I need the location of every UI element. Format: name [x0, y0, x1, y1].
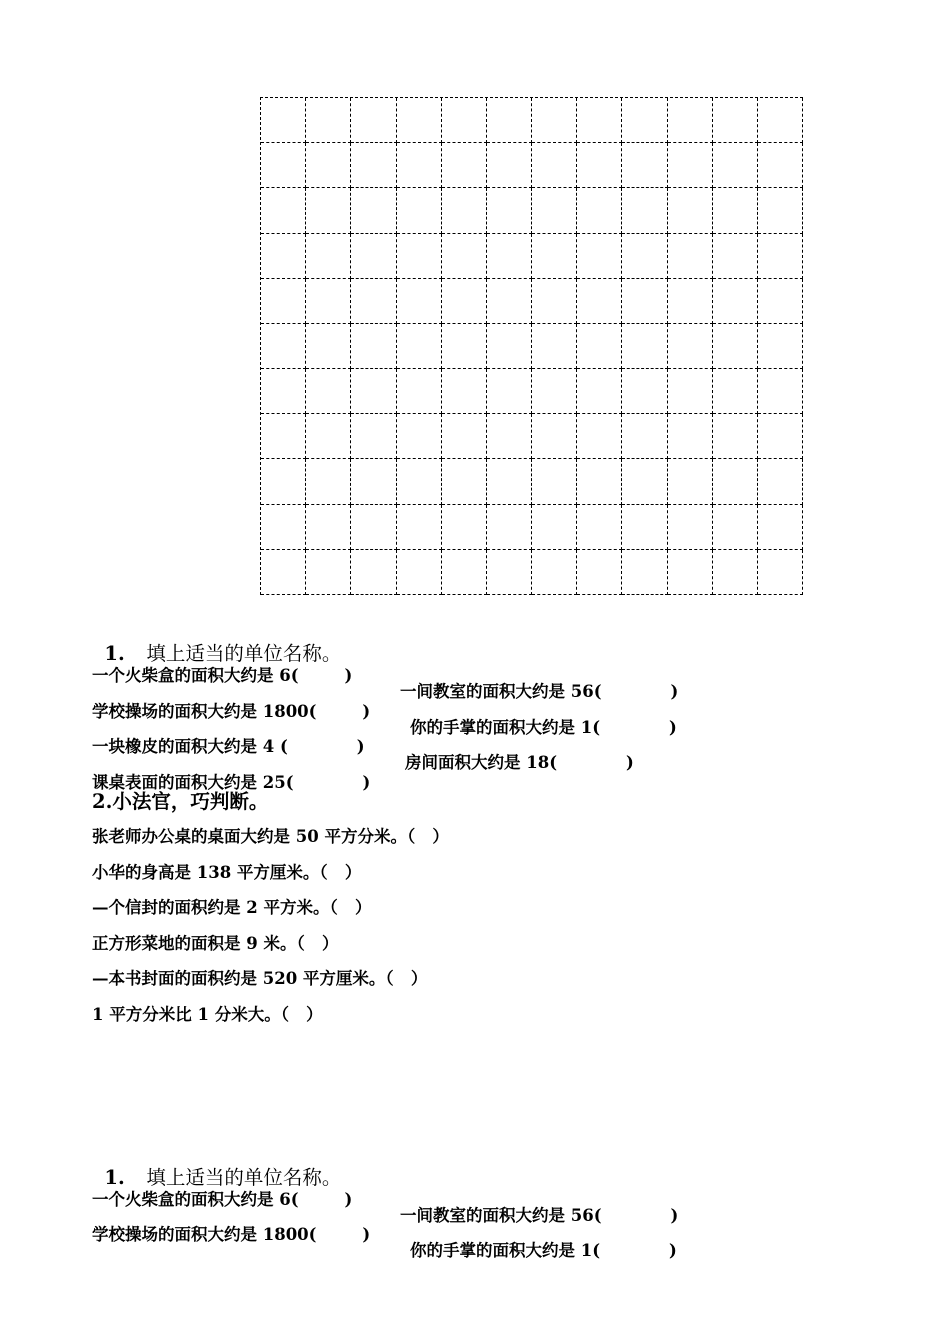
grid-cell	[442, 188, 487, 233]
grid-cell	[397, 234, 442, 279]
fill-item: 一个火柴盒的面积大约是 6( )	[92, 665, 353, 685]
grid-cell	[758, 369, 803, 414]
fill-item: 一间教室的面积大约是 56( )	[400, 682, 679, 701]
grid-cell	[758, 550, 803, 595]
judge-item-3: —个信封的面积约是 2 平方米。（ ）	[92, 898, 372, 917]
grid-cell	[351, 279, 396, 324]
grid-cell	[442, 369, 487, 414]
grid-cell	[261, 550, 306, 595]
grid-cell	[442, 279, 487, 324]
grid-cell	[532, 188, 577, 233]
grid-cell	[487, 98, 532, 143]
grid-cell	[487, 279, 532, 324]
judge-item-2: 小华的身高是 138 平方厘米。（ ）	[92, 863, 362, 882]
grid-cell	[487, 505, 532, 550]
grid-cell	[577, 550, 622, 595]
grid-cell	[487, 550, 532, 595]
grid-cell	[713, 143, 758, 188]
grid-cell	[261, 188, 306, 233]
grid-cell	[306, 188, 351, 233]
grid-cell	[306, 369, 351, 414]
grid-cell	[622, 188, 667, 233]
grid-cell	[442, 324, 487, 369]
grid-cell	[306, 459, 351, 504]
grid-cell	[668, 143, 713, 188]
grid-cell	[351, 459, 396, 504]
fill-item: 你的手掌的面积大约是 1( )	[410, 1241, 677, 1260]
grid-cell	[397, 550, 442, 595]
grid-cell	[532, 550, 577, 595]
grid-cell	[261, 98, 306, 143]
grid-cell	[668, 188, 713, 233]
grid-cell	[351, 324, 396, 369]
grid-cell	[261, 369, 306, 414]
grid-cell	[622, 459, 667, 504]
grid-cell	[442, 550, 487, 595]
grid-cell	[351, 188, 396, 233]
grid-cell	[261, 414, 306, 459]
grid-cell	[442, 505, 487, 550]
grid-cell	[397, 279, 442, 324]
grid-cell	[758, 279, 803, 324]
judge-item-4: 正方形菜地的面积是 9 米。（ ）	[92, 934, 339, 953]
grid-cell	[758, 459, 803, 504]
grid-cell	[261, 279, 306, 324]
grid-cell	[758, 98, 803, 143]
grid-cell	[622, 550, 667, 595]
fill-item: 你的手掌的面积大约是 1( )	[410, 718, 677, 737]
grid-cell	[668, 414, 713, 459]
fill-item: 一块橡皮的面积大约是 4 ( )	[92, 736, 365, 756]
grid-cell	[713, 234, 758, 279]
grid-cell	[532, 414, 577, 459]
grid-cell	[397, 369, 442, 414]
judge-item-6: 1 平方分米比 1 分米大。（ ）	[92, 1005, 323, 1024]
section3-number: 1.	[104, 1165, 125, 1189]
grid-cell	[622, 414, 667, 459]
grid-cell	[758, 414, 803, 459]
grid-cell	[442, 143, 487, 188]
grid-cell	[397, 98, 442, 143]
grid-cell	[351, 369, 396, 414]
grid-cell	[713, 414, 758, 459]
grid-cell	[351, 414, 396, 459]
grid-cell	[668, 279, 713, 324]
grid-cell	[442, 234, 487, 279]
grid-cell	[668, 234, 713, 279]
grid-cell	[487, 143, 532, 188]
grid-cell	[622, 234, 667, 279]
grid-cell	[577, 369, 622, 414]
grid-cell	[261, 505, 306, 550]
grid-cell	[306, 414, 351, 459]
grid-cell	[487, 234, 532, 279]
grid-cell	[351, 234, 396, 279]
grid-cell	[668, 324, 713, 369]
section1-heading	[92, 624, 341, 663]
grid-cell	[758, 324, 803, 369]
grid-cell	[577, 279, 622, 324]
fill-item: 一个火柴盒的面积大约是 6( )	[92, 1189, 353, 1209]
grid-cell	[532, 369, 577, 414]
section1-row-4	[92, 758, 371, 792]
grid-cell	[261, 324, 306, 369]
grid-cell	[713, 550, 758, 595]
grid-cell	[668, 505, 713, 550]
section3-heading	[92, 1148, 341, 1187]
section3-title: 填上适当的单位名称。	[146, 1165, 342, 1189]
grid-cell	[577, 414, 622, 459]
grid-cell	[758, 505, 803, 550]
grid-cell	[306, 279, 351, 324]
grid-cell	[713, 324, 758, 369]
fill-item: 课桌表面的面积大约是 25( )	[92, 772, 371, 792]
grid-cell	[532, 459, 577, 504]
section1-title: 填上适当的单位名称。	[146, 641, 342, 665]
grid-cell	[351, 143, 396, 188]
grid-cell	[713, 279, 758, 324]
grid-cell	[442, 414, 487, 459]
fill-item: 学校操场的面积大约是 1800( )	[92, 701, 371, 721]
grid-cell	[668, 550, 713, 595]
grid-cell	[261, 234, 306, 279]
fill-item: 学校操场的面积大约是 1800( )	[92, 1224, 371, 1244]
grid-cell	[442, 98, 487, 143]
grid-cell	[577, 188, 622, 233]
grid-cell	[668, 98, 713, 143]
grid-cell	[397, 188, 442, 233]
grid-cell	[622, 324, 667, 369]
grid-cell	[306, 98, 351, 143]
grid-cell	[713, 98, 758, 143]
grid-cell	[487, 414, 532, 459]
fill-item: 一间教室的面积大约是 56( )	[400, 1206, 679, 1225]
grid-cell	[306, 550, 351, 595]
grid-cell	[306, 143, 351, 188]
grid-cell	[487, 188, 532, 233]
grid-cell	[577, 505, 622, 550]
grid-cell	[532, 234, 577, 279]
grid-cell	[487, 324, 532, 369]
grid-cell	[487, 369, 532, 414]
grid-cell	[622, 98, 667, 143]
grid-cell	[532, 279, 577, 324]
grid-cell	[261, 459, 306, 504]
fill-item: 房间面积大约是 18( )	[405, 753, 634, 772]
grid-cell	[442, 459, 487, 504]
grid-cell	[577, 459, 622, 504]
grid-cell	[758, 234, 803, 279]
grid-cell	[532, 143, 577, 188]
grid-cell	[532, 98, 577, 143]
grid-cell	[351, 505, 396, 550]
judge-item-1: 张老师办公桌的桌面大约是 50 平方分米。（ ）	[92, 827, 449, 846]
grid-cell	[758, 188, 803, 233]
grid-cell	[532, 324, 577, 369]
grid-cell	[397, 143, 442, 188]
grid-cell	[261, 143, 306, 188]
grid-cell	[532, 505, 577, 550]
grid-cell	[351, 550, 396, 595]
grid-cell	[713, 505, 758, 550]
grid-cell	[713, 188, 758, 233]
grid-cell	[668, 369, 713, 414]
grid-cell	[758, 143, 803, 188]
section2-heading: 2.小法官，巧判断。	[92, 790, 269, 813]
grid-cell	[622, 143, 667, 188]
square-grid	[260, 97, 803, 595]
grid-cell	[351, 98, 396, 143]
grid-cell	[397, 505, 442, 550]
grid-cell	[577, 98, 622, 143]
grid-cell	[306, 234, 351, 279]
grid-cell	[668, 459, 713, 504]
grid-cell	[487, 459, 532, 504]
grid-cell	[577, 234, 622, 279]
grid-cell	[397, 324, 442, 369]
grid-cell	[397, 414, 442, 459]
grid-cell	[713, 369, 758, 414]
grid-cell	[622, 505, 667, 550]
grid-cell	[397, 459, 442, 504]
grid-cell	[577, 324, 622, 369]
grid-cell	[577, 143, 622, 188]
grid-cell	[306, 505, 351, 550]
grid-cell	[622, 279, 667, 324]
grid-cell	[622, 369, 667, 414]
grid-cell	[713, 459, 758, 504]
grid-cell	[306, 324, 351, 369]
section1-number: 1.	[104, 641, 125, 665]
judge-item-5: —本书封面的面积约是 520 平方厘米。（ ）	[92, 969, 428, 988]
